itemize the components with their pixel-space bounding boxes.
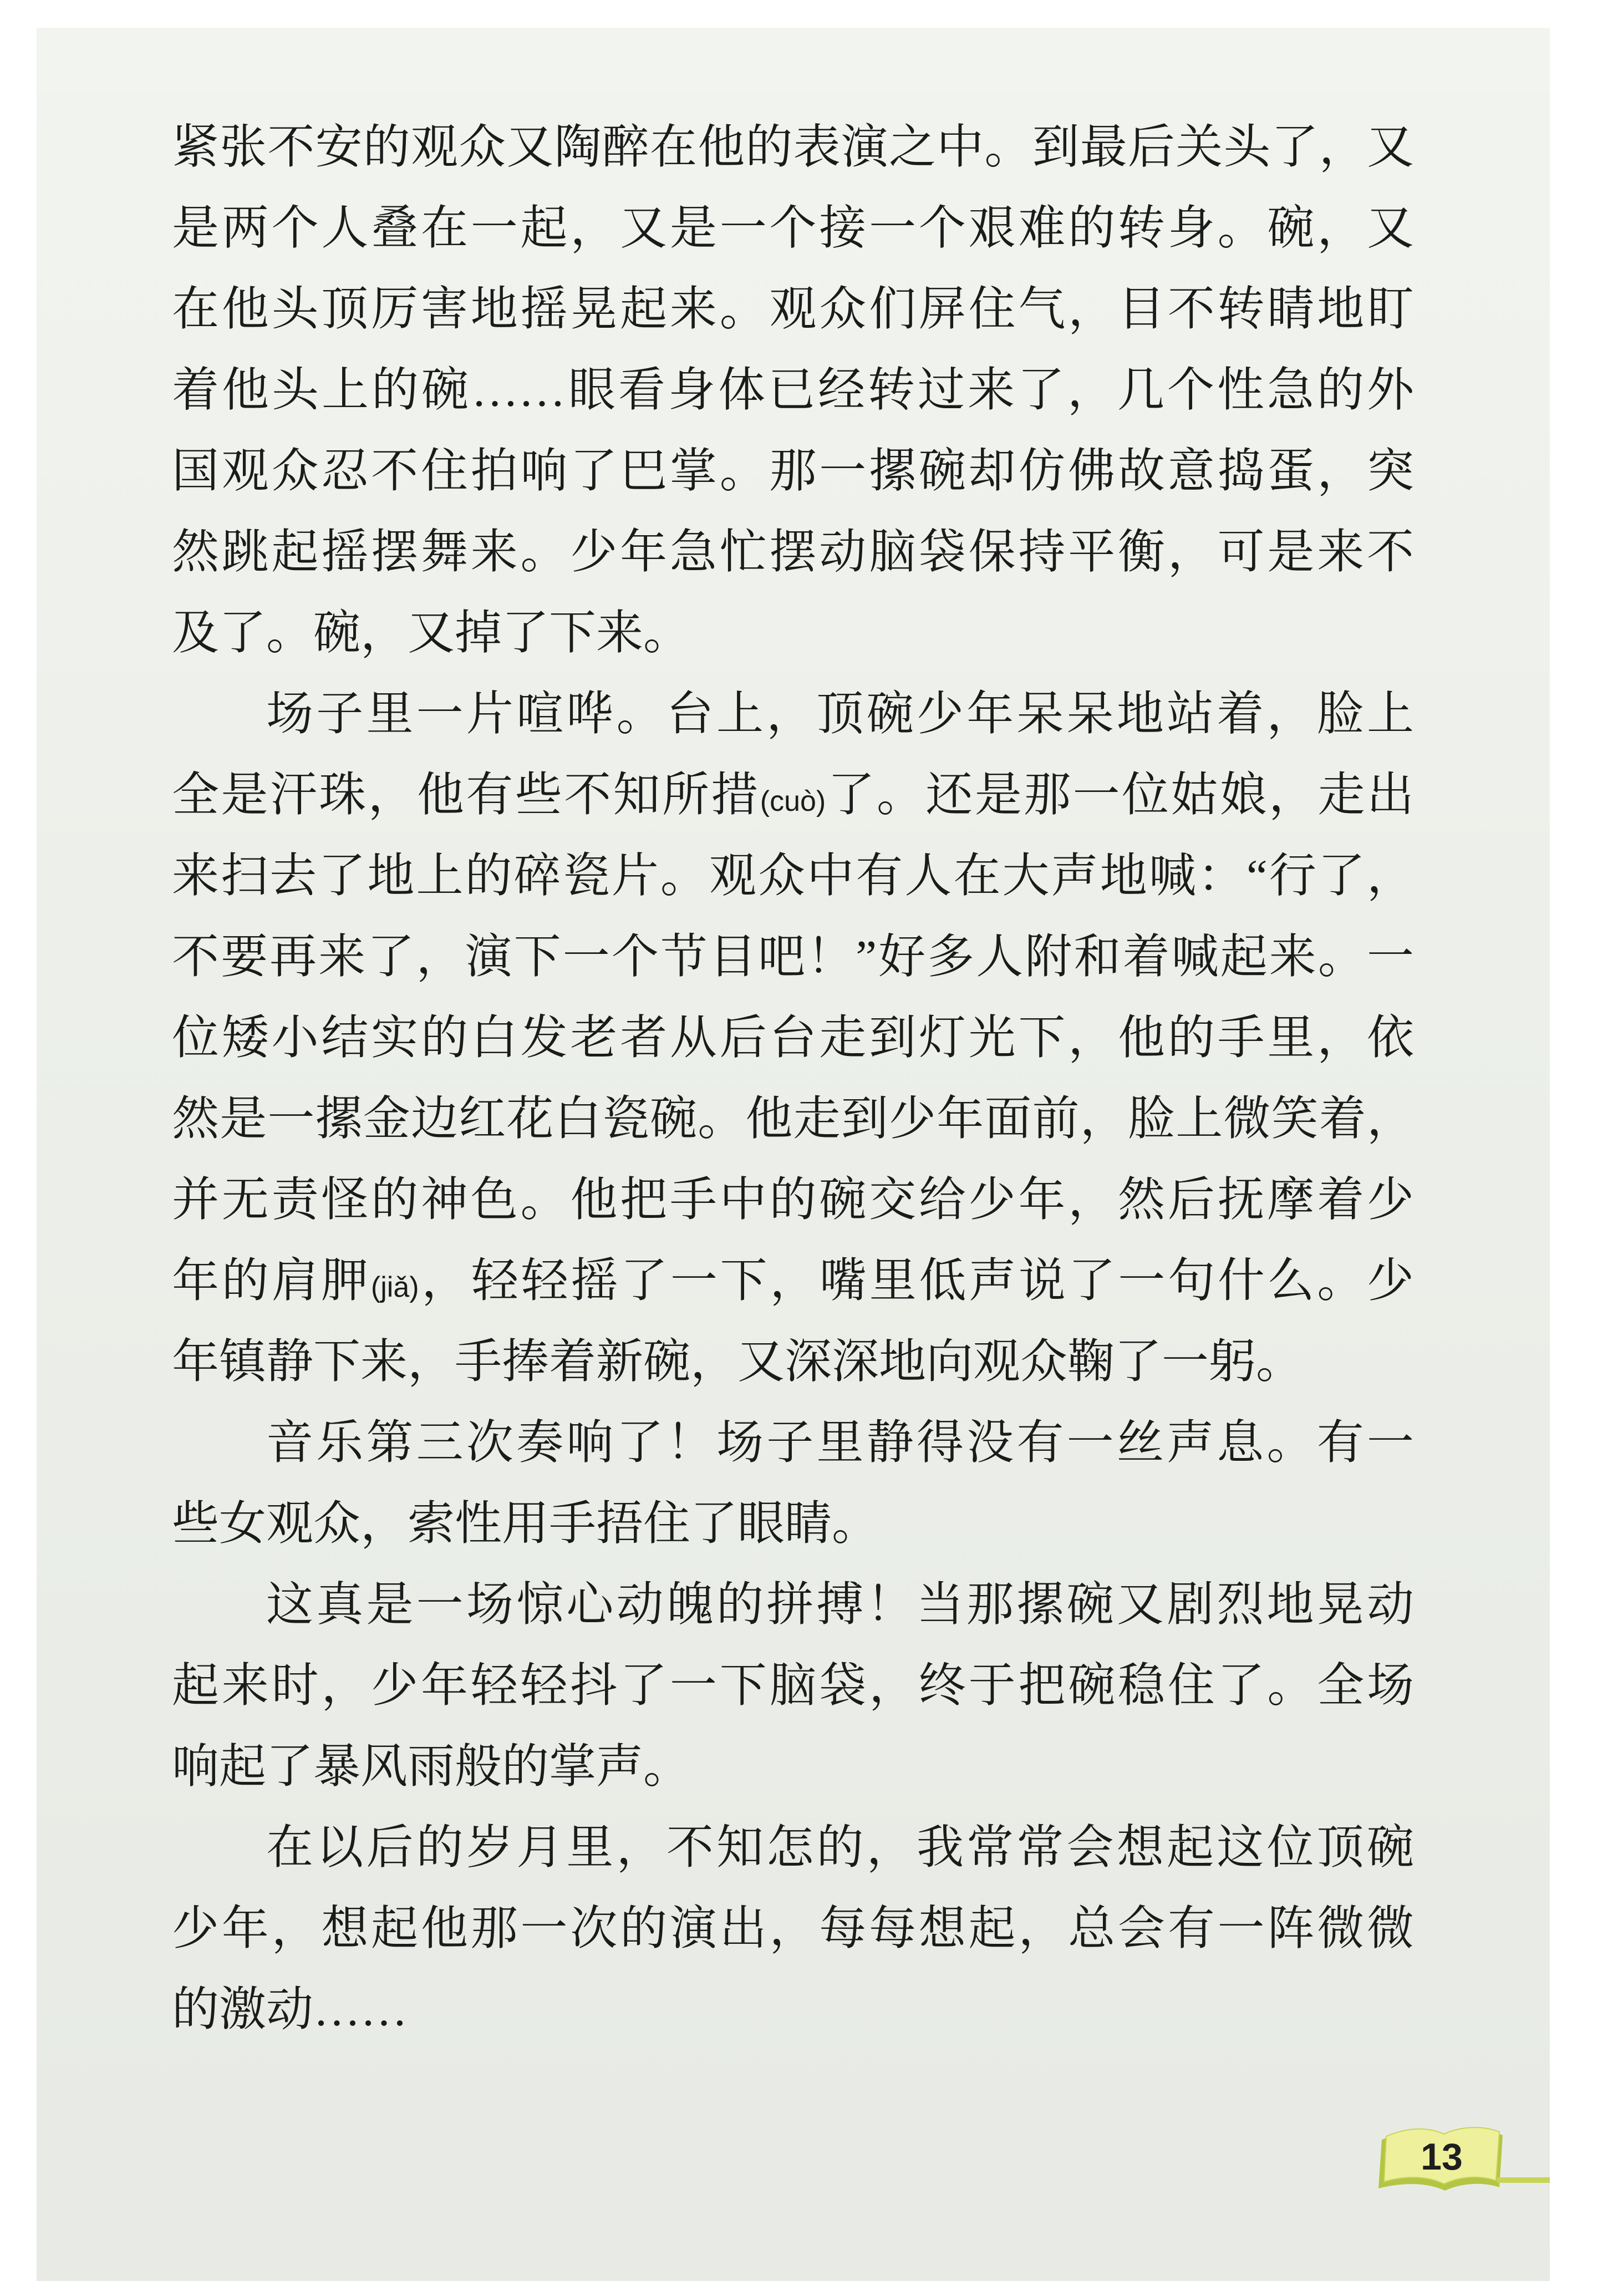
text-segment: ，轻轻摇了一下，嘴里低声说了一句什么。少 (419, 1255, 1414, 1307)
text-line: 国观众忍不住拍响了巴掌。那一摞碗却仿佛故意捣蛋，突 (172, 445, 1414, 497)
body-text (172, 107, 1414, 2050)
text-segment: 了。还是那一位姑娘，走出 (826, 769, 1414, 821)
paragraph (172, 107, 1414, 674)
paragraph (172, 674, 1414, 1403)
text-line: 音乐第三次奏响了！场子里静得没有一丝声息。有一 (266, 1417, 1414, 1469)
page-number-rule (1497, 2177, 1550, 2183)
text-segment: 年的肩胛 (172, 1255, 371, 1307)
text-line: 些女观众，索性用手捂住了眼睛。 (172, 1498, 879, 1550)
text-line: 年镇静下来，手捧着新碗，又深深地向观众鞠了一躬。 (172, 1336, 1304, 1388)
text-line (172, 1241, 1414, 1322)
text-line: 响起了暴风雨般的掌声。 (172, 1741, 691, 1793)
pinyin-annotation: (cuò) (760, 785, 826, 817)
text-line: 位矮小结实的白发老者从后台走到灯光下，他的手里，依 (172, 1012, 1414, 1064)
text-line: 紧张不安的观众又陶醉在他的表演之中。到最后关头了，又 (172, 121, 1414, 174)
paragraph (172, 1807, 1414, 2050)
paragraph (172, 1564, 1414, 1807)
page-number: 13 (1421, 2136, 1463, 2178)
pinyin-annotation: (jiǎ) (370, 1271, 419, 1303)
text-line: 这真是一场惊心动魄的拼搏！当那摞碗又剧烈地晃动 (266, 1579, 1414, 1631)
text-line: 的激动…… (172, 1984, 408, 2036)
text-line (172, 755, 1414, 836)
text-line: 及了。碗，又掉了下来。 (172, 607, 691, 659)
text-line: 然跳起摇摆舞来。少年急忙摆动脑袋保持平衡，可是来不 (172, 526, 1414, 578)
text-line: 少年，想起他那一次的演出，每每想起，总会有一阵微微 (172, 1903, 1414, 1955)
text-line: 在以后的岁月里，不知怎的，我常常会想起这位顶碗 (266, 1822, 1414, 1874)
page-number-badge (1374, 2122, 1507, 2200)
text-segment: 全是汗珠，他有些不知所措 (172, 769, 760, 821)
text-line: 是两个人叠在一起，又是一个接一个艰难的转身。碗，又 (172, 202, 1414, 255)
text-line: 场子里一片喧哗。台上，顶碗少年呆呆地站着，脸上 (266, 688, 1414, 740)
text-line: 然是一摞金边红花白瓷碗。他走到少年面前，脸上微笑着， (172, 1093, 1414, 1145)
text-line: 着他头上的碗……眼看身体已经转过来了，几个性急的外 (172, 364, 1414, 416)
text-line: 来扫去了地上的碎瓷片。观众中有人在大声地喊：“行了， (172, 850, 1414, 902)
text-line: 并无责怪的神色。他把手中的碗交给少年，然后抚摩着少 (172, 1174, 1414, 1226)
paragraph (172, 1403, 1414, 1564)
text-line: 起来时，少年轻轻抖了一下脑袋，终于把碗稳住了。全场 (172, 1660, 1414, 1712)
text-line: 在他头顶厉害地摇晃起来。观众们屏住气，目不转睛地盯 (172, 283, 1414, 336)
text-line: 不要再来了，演下一个节目吧！”好多人附和着喊起来。一 (172, 931, 1414, 983)
